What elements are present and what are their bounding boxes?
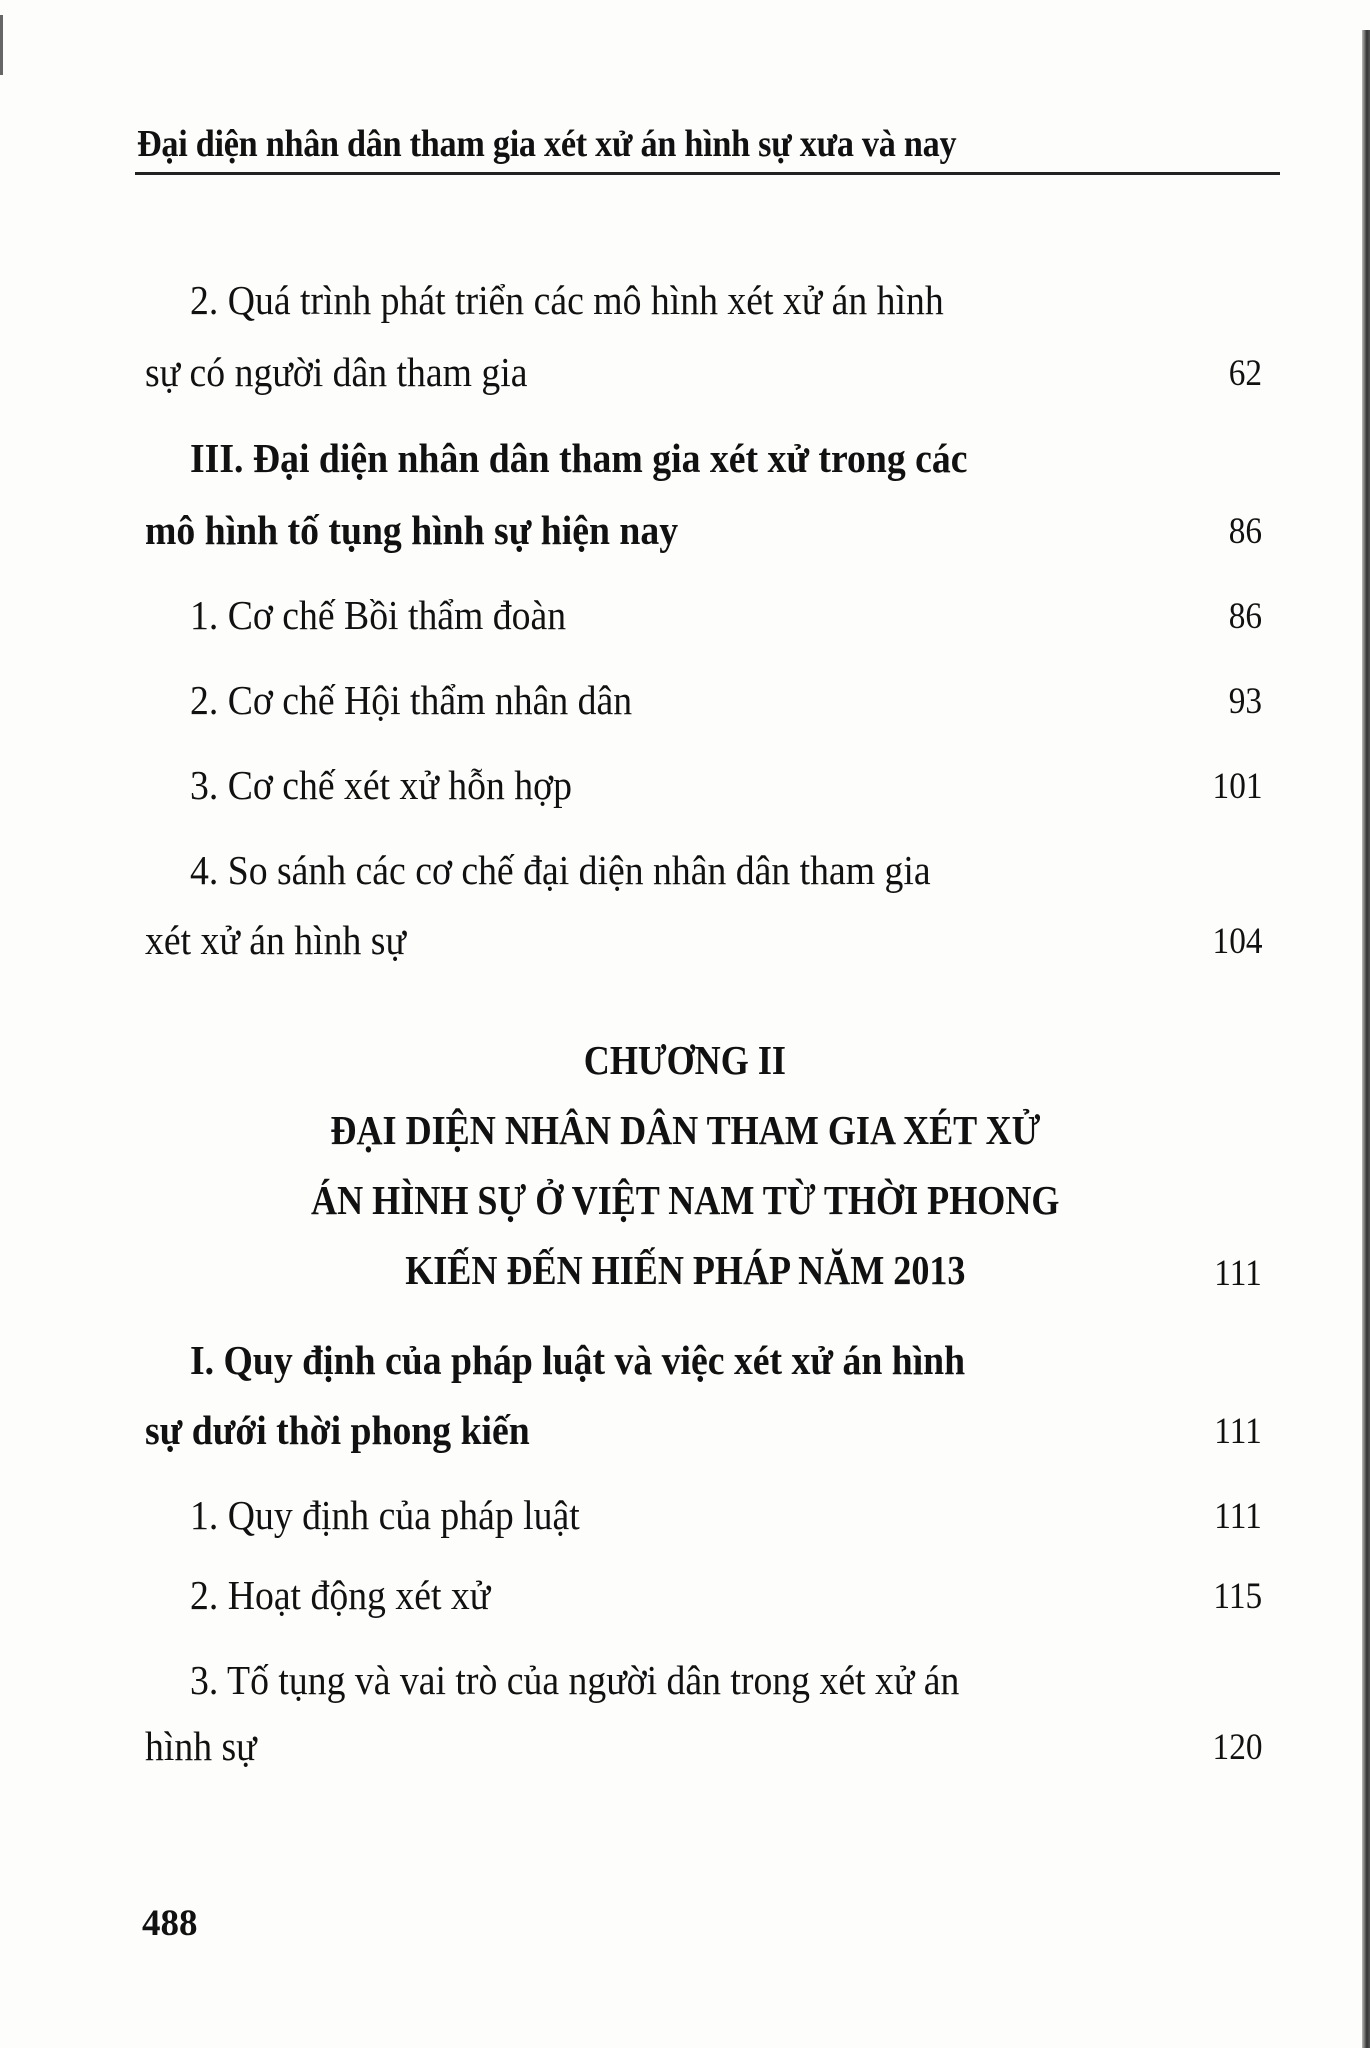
toc-section-heading: sự dưới thời phong kiến: [145, 1407, 530, 1453]
toc-entry-line: 3. Cơ chế xét xử hỗn hợp: [190, 762, 572, 808]
toc-page-number: 101: [1212, 766, 1262, 807]
toc-page-number: 115: [1213, 1576, 1262, 1617]
chapter-title-line: ĐẠI DIỆN NHÂN DÂN THAM GIA XÉT XỬ: [330, 1107, 1040, 1153]
toc-page-number: 111: [1214, 1496, 1262, 1537]
toc-page-number: 111: [1214, 1411, 1262, 1452]
toc-entry-line: 2. Cơ chế Hội thẩm nhân dân: [190, 677, 633, 723]
toc-page-number: 111: [1214, 1253, 1262, 1294]
toc-section-heading: III. Đại diện nhân dân tham gia xét xử trong các: [190, 435, 968, 481]
chapter-title-line: ÁN HÌNH SỰ Ở VIỆT NAM TỪ THỜI PHONG: [310, 1177, 1060, 1223]
toc-page-number: 62: [1228, 353, 1262, 394]
toc-section-heading: I. Quy định của pháp luật và việc xét xử án hình: [190, 1337, 966, 1383]
toc-entry-line: 4. So sánh các cơ chế đại diện nhân dân tham gia: [190, 847, 931, 893]
page-edge-left: [0, 15, 3, 75]
toc-entry-line: sự có người dân tham gia: [145, 349, 528, 395]
toc-section-heading: mô hình tố tụng hình sự hiện nay: [145, 507, 679, 553]
toc-entry-line: 3. Tố tụng và vai trò của người dân trong xét xử án: [190, 1657, 960, 1703]
header-rule: [135, 172, 1280, 175]
toc-page-number: 86: [1228, 511, 1262, 552]
running-head: Đại diện nhân dân tham gia xét xử án hình sự xưa và nay: [137, 123, 957, 165]
toc-entry-line: hình sự: [145, 1723, 257, 1769]
toc-page-number: 93: [1228, 681, 1262, 722]
toc-page-number: 120: [1212, 1727, 1262, 1768]
toc-entry-line: xét xử án hình sự: [145, 917, 406, 963]
toc-entry-line: 1. Cơ chế Bồi thẩm đoàn: [190, 592, 567, 638]
toc-page-number: 104: [1212, 921, 1262, 962]
chapter-label: CHƯƠNG II: [583, 1037, 787, 1083]
toc-entry-line: 2. Quá trình phát triển các mô hình xét xử án hình: [190, 277, 944, 323]
page-number-footer: 488: [142, 1903, 198, 1944]
chapter-title-line: KIẾN ĐẾN HIẾN PHÁP NĂM 2013: [404, 1247, 966, 1293]
toc-entry-line: 2. Hoạt động xét xử: [190, 1572, 491, 1618]
toc-page-number: 86: [1228, 596, 1262, 637]
toc-entry-line: 1. Quy định của pháp luật: [190, 1492, 580, 1538]
